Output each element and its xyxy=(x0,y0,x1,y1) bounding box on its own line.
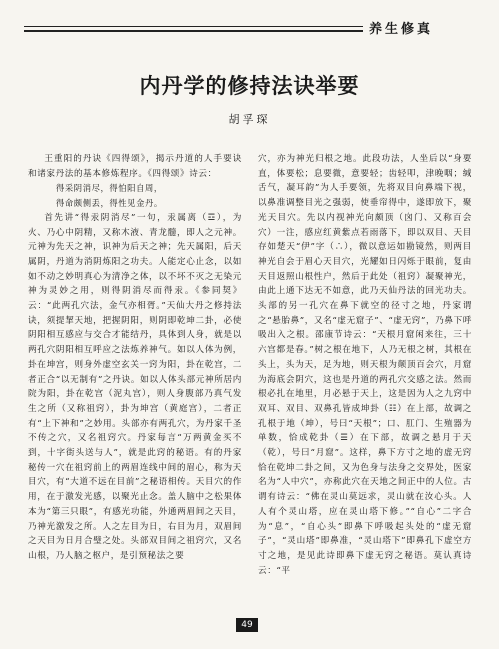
article-title: 内丹学的修持法诀举要 xyxy=(139,74,360,98)
left-text-column xyxy=(28,152,242,617)
body-paragraph: 首先讲“得汞阴消尽”一句，汞属离（☲），为火、乃心中阴精，又称木液、青龙髓，即人之元神。元神为先天之神，识神为后天之神；先天属阳，后天属阴，丹道为消阴炼阳之功夫。人能定心止念，以如如不动之妙明真心为清净之体，以不坏不灭之无染元神为灵妙之用，则得阴消尽而得汞。《参同契》云：“此两孔穴法，金气亦相胥。”天仙大丹之修持法诀，须提挈天地，把握阴阳，则阴即乾坤二卦，必使阴阳相互感应与交合才能结丹，具体到人身，就是以两孔穴阴阳相互呼应之法炼养神气。如以人体为例，卦在坤宫，则身外虚空玄关一窍为阳，卦在乾宫，二者正合“以无制有”之丹诀。如以人体头部元神所居内院为阳，卦在乾宫（泥丸宫），则人身腹部乃真气发生之所（又称祖窍），卦为坤宫（黄庭宫），二者正有“上下神和”之妙用。头部亦有两孔穴，为丹家千圣不传之穴，又名祖窍穴。丹家每言“万两黄金买不到，十字街头送与人”，就是此窍的秘语。有的丹家秘传一穴在祖窍前上的两眉连线中间的眉心，称为天目穴，有“大道不远在目前”之秘语相传。天目穴的作用，在于激发光感，以聚光止念。盖人脑中之松果体本为“第三只眼”，有感光功能，外通两眉间之天目，乃神光激发之所。人之左目为日，右目为月，双眉间之天目为日月合璧之处。头部双目间之祖窍穴，又名山根，乃人脑之枢户，是引预秘法之要 xyxy=(28,212,242,561)
intro-paragraph: 王重阳的丹诀《四得颂》，揭示丹道的人手要诀和诸家丹法的基本修炼程序。《四得颂》诗云： xyxy=(28,154,242,179)
page-number: 49 xyxy=(236,618,258,632)
continued-paragraph: 穴，亦为神光归根之地。此段功法，人坐后以“身要直，体要松；息要微，意要轻；齿轻叩，津晚咽；缄舌气，凝耳韵”为人手要领，先将双目向鼻端下视，以鼻准调整目光之强弱，使垂帘得中，遂即放下，聚光天目穴。先以内视神光向颇顶（囟门、又称百会穴）一注，感应红黄紫点若雨落下，即以双目、天目存如楚天“伊”字（∴），微以意运如勘镜然，则两目神光自会于眉心天目穴，光耀如日闪烁于眼前，复由天目返照山根性户，然后于此处（祖窍）凝聚神光，由此上通下达无不如意，此乃天仙丹法的回光功夫。头部的另一孔穴在鼻下就空的径寸之地，丹家谓之“悬胎鼻”，又名“虚无窟子”、“虚无窍”，乃鼻下呼吸出入之根。邵康节诗云：“天根月窟闲来往，三十六宫都是春。”树之根在地下，人乃无根之树，其根在头上，头为天，足为地，则天根为颠顶百会穴，月窟为海底会阴穴，这也是丹道的两孔穴交感之法。然而根必扎在地里，月必悬于天上，这是因为人之九窍中双耳、双目、双鼻孔皆成坤卦（☷）在上部，故调之孔根于地（坤），号曰“天根”；口、肛门、生殖器为单数，恰成乾卦（☰）在下部，故调之悬月于天（乾），号曰“月窟”。这样，鼻下方寸之地的虚无窍恰在乾坤二卦之间，又为色身与法身之交界处，医家名为“人中穴”，亦称此穴在天地之间正中的人位。古谓有诗云：“佛在灵山莫远求，灵山就在汝心头。人人有个灵山塔，应在灵山塔下修。”“自心”二字合为“息”，“自心头”即鼻下呼吸起头处的“虚无窟子”，“灵山塔”即鼻准，“灵山塔下”即鼻孔下虚空方寸之地，是见此诗即鼻下虚无窍之秘语。莫认真诗云：“平 xyxy=(258,154,472,576)
article-author: 胡孚琛 xyxy=(228,113,271,126)
right-text-column xyxy=(258,152,472,617)
verse-line-1: 得采阴消尽，得怕阳自周， xyxy=(56,183,163,194)
verse-line-2: 得命颇侧丢，得性见金丹。 xyxy=(56,198,163,209)
column-tag: 养生修真 xyxy=(363,18,439,37)
